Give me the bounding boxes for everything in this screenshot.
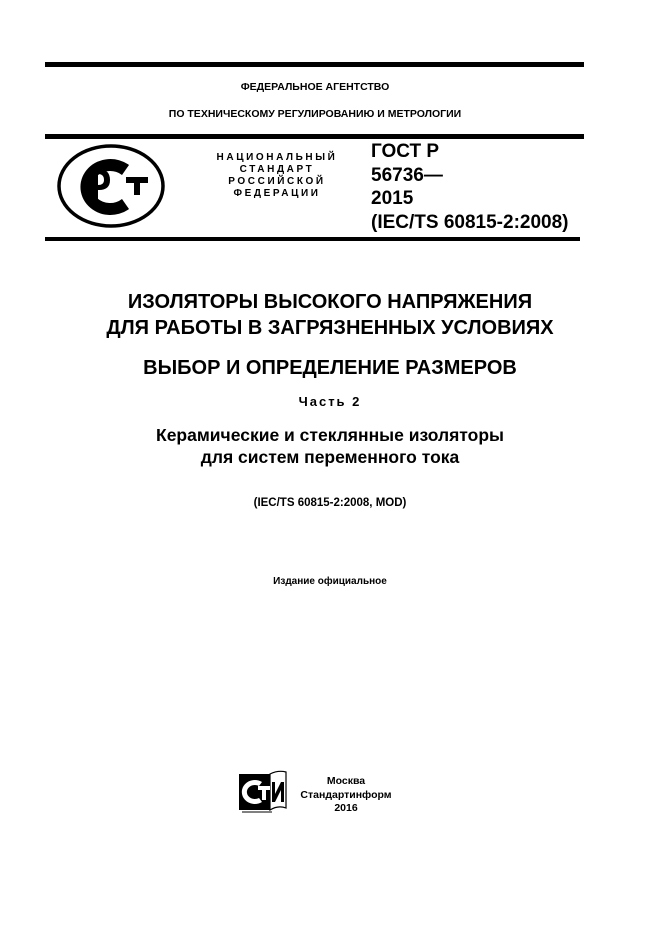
publisher-city: Москва xyxy=(326,775,366,787)
national-line-2: СТАНДАРТ xyxy=(239,164,315,175)
national-standard-label xyxy=(196,152,358,200)
designation-line-3: 2015 xyxy=(371,188,414,209)
publisher-name: Стандартинформ xyxy=(300,788,392,801)
standard-designation xyxy=(371,140,569,234)
subtitle xyxy=(30,424,630,468)
standartinform-logo-icon xyxy=(236,770,290,816)
international-reference: (IEC/TS 60815-2:2008, MOD) xyxy=(253,497,407,509)
standard-block-bottom-rule xyxy=(45,237,580,241)
designation-line-2: 56736— xyxy=(371,164,443,186)
designation-line-4: (IEC/TS 60815-2:2008) xyxy=(371,211,569,233)
subtitle-line-2: для систем переменного тока xyxy=(200,447,460,467)
publisher-info xyxy=(296,775,396,816)
designation-line-1: ГОСТ Р xyxy=(371,141,440,162)
national-line-4: ФЕДЕРАЦИИ xyxy=(233,188,321,199)
title-line-2: ДЛЯ РАБОТЫ В ЗАГРЯЗНЕННЫХ УСЛОВИЯХ xyxy=(106,317,554,339)
national-line-3: РОССИЙСКОЙ xyxy=(228,176,326,187)
official-edition-label: Издание официальное xyxy=(273,576,387,587)
title-line-3: ВЫБОР И ОПРЕДЕЛЕНИЕ РАЗМЕРОВ xyxy=(143,357,517,379)
publication-year: 2016 xyxy=(334,802,358,814)
national-line-1: НАЦИОНАЛЬНЫЙ xyxy=(216,152,338,163)
subtitle-line-1: Керамические и стеклянные изоляторы xyxy=(156,425,504,445)
agency-line-1: ФЕДЕРАЛЬНОЕ АГЕНТСТВО xyxy=(240,81,390,93)
gost-r-logo-icon xyxy=(56,143,166,229)
part-number: Часть 2 xyxy=(298,394,362,409)
header-divider-rule xyxy=(45,134,584,139)
title-line-1: ИЗОЛЯТОРЫ ВЫСОКОГО НАПРЯЖЕНИЯ xyxy=(127,291,533,313)
agency-line-2: ПО ТЕХНИЧЕСКОМУ РЕГУЛИРОВАНИЮ И МЕТРОЛОГИИ xyxy=(168,108,462,120)
top-rule xyxy=(45,62,584,67)
